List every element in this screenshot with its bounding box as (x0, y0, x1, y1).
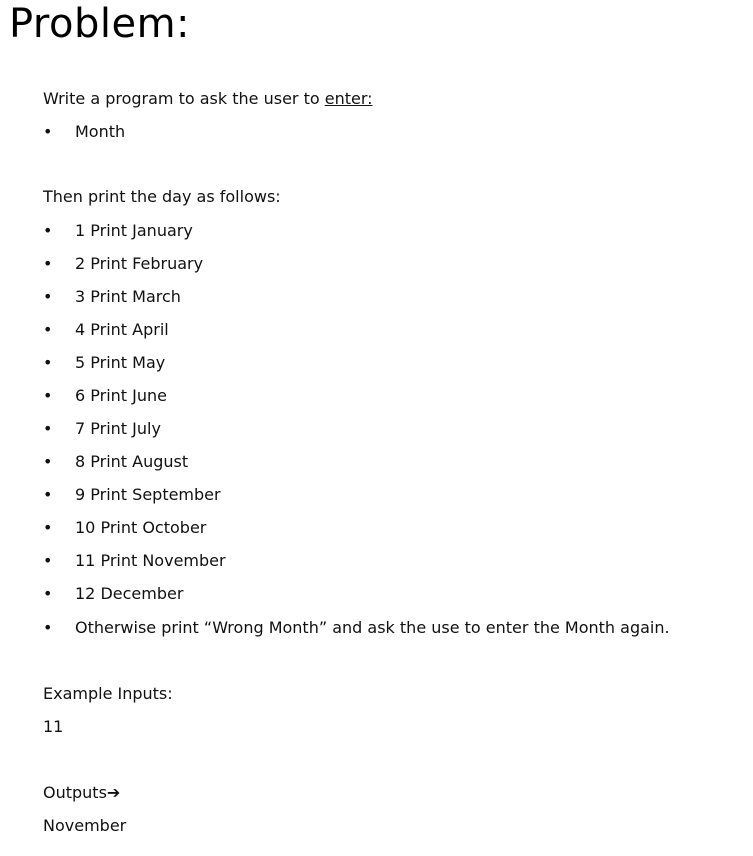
list-item-text: 11 Print November (75, 551, 226, 570)
bullet-icon: • (43, 287, 53, 306)
intro-underlined: enter: (324, 89, 373, 108)
example-input-value: 11 (43, 717, 64, 736)
bullet-icon: • (43, 122, 53, 141)
list-item-text: 12 December (75, 584, 184, 603)
bullet-icon: • (43, 618, 53, 637)
bullet-icon: • (43, 419, 53, 438)
list-item-text: 1 Print January (75, 221, 193, 240)
bullet-icon: • (43, 353, 53, 372)
rules-heading: Then print the day as follows: (43, 187, 281, 206)
list-item-text: Otherwise print “Wrong Month” and ask the use to enter the Month again. (75, 618, 670, 637)
bullet-icon: • (43, 386, 53, 405)
outputs-label: Outputs (43, 783, 107, 802)
bullet-icon: • (43, 584, 53, 603)
bullet-icon: • (43, 518, 53, 537)
list-item-text: 7 Print July (75, 419, 161, 438)
intro-text: Write a program to ask the user to (43, 89, 325, 108)
example-inputs-label: Example Inputs: (43, 684, 173, 703)
list-item-text: 9 Print September (75, 485, 221, 504)
bullet-icon: • (43, 452, 53, 471)
list-item-text: 5 Print May (75, 353, 166, 372)
example-output-value: November (43, 816, 127, 835)
page-title: Problem: (9, 1, 191, 47)
list-item-text: 6 Print June (75, 386, 167, 405)
list-item-text: Month (75, 122, 126, 141)
list-item-text: 3 Print March (75, 287, 181, 306)
bullet-icon: • (43, 551, 53, 570)
arrow-right-icon: ➔ (106, 783, 121, 802)
list-item-text: 10 Print October (75, 518, 207, 537)
list-item-text: 4 Print April (75, 320, 169, 339)
bullet-icon: • (43, 485, 53, 504)
bullet-icon: • (43, 221, 53, 240)
intro-line (43, 89, 373, 109)
bullet-icon: • (43, 320, 53, 339)
list-item-text: 8 Print August (75, 452, 189, 471)
bullet-icon: • (43, 254, 53, 273)
list-item-text: 2 Print February (75, 254, 204, 273)
outputs-label-line (43, 783, 120, 803)
